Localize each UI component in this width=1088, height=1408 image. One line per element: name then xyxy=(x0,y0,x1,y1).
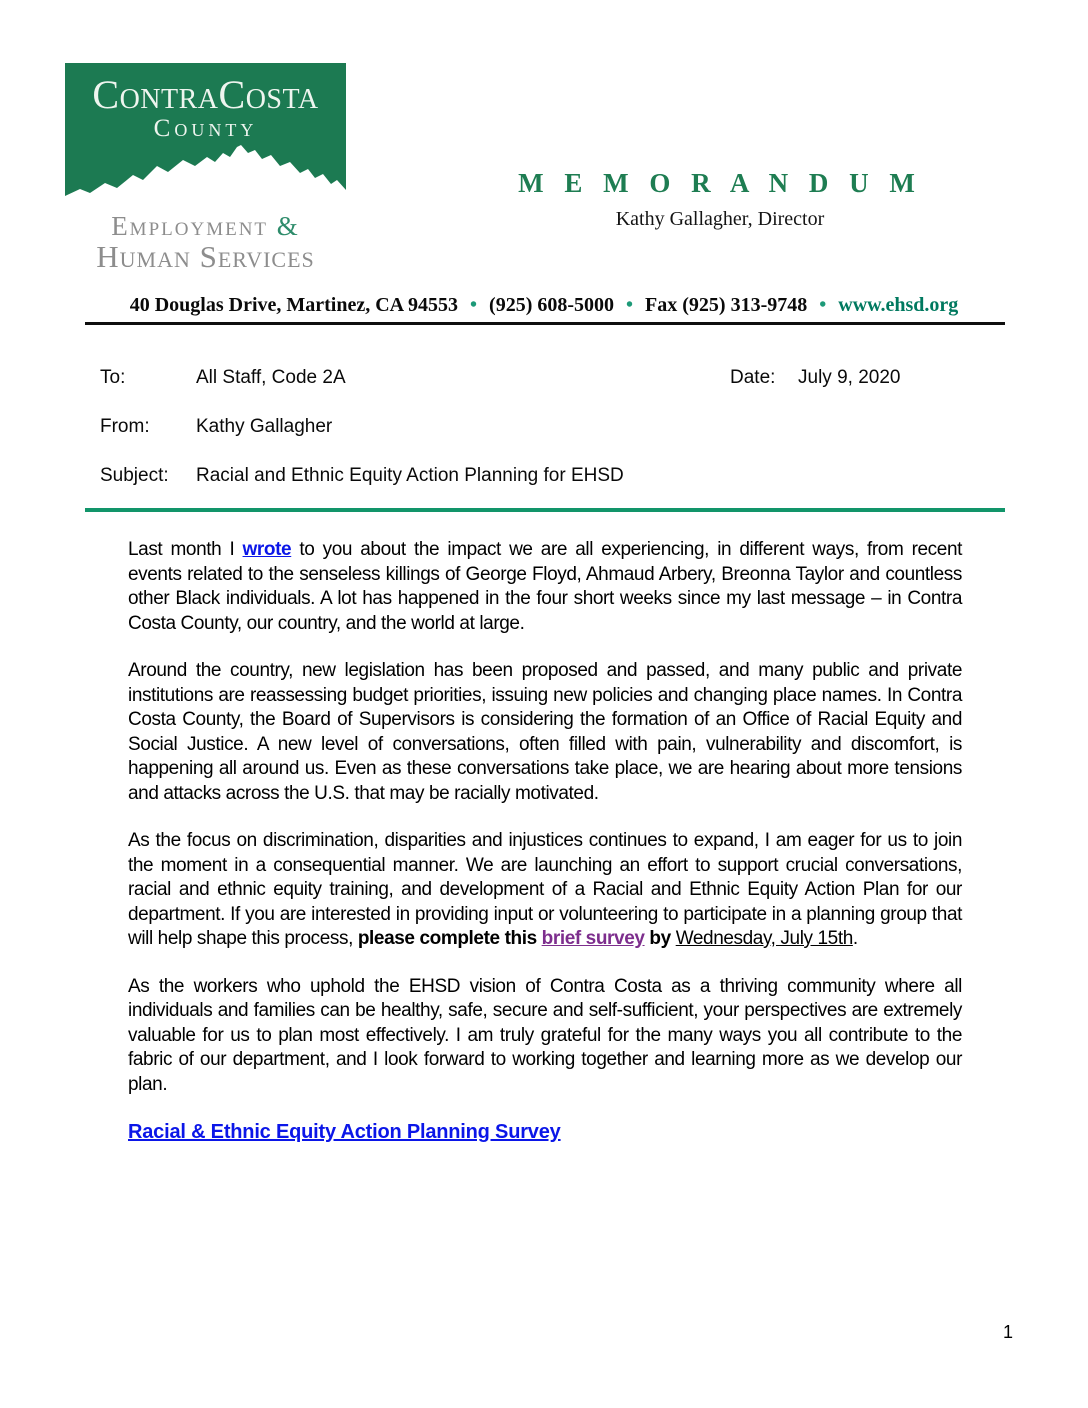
subject-divider xyxy=(85,508,1005,512)
memorandum-title: M E M O R A N D U M xyxy=(518,168,922,198)
equity-survey-link[interactable]: Racial & Ethnic Equity Action Planning Survey xyxy=(128,1121,561,1143)
p1-text-after: to you about the impact we are all experiencing, in different ways, from recent events related to the senseless killings of George Floyd, Ahmaud Arbery, Breonna Taylor and countless other Black individuals. A lot has happened in the four short weeks since my last message – in Contra Costa County, our country, and the world at large. xyxy=(128,539,962,634)
director-name: Kathy Gallagher, Director xyxy=(615,208,825,230)
p3-deadline-text: Wednesday, July 15th xyxy=(675,928,853,949)
to-label: To: xyxy=(100,367,126,388)
dept-word-employment: Employment xyxy=(111,211,277,241)
page-number: 1 xyxy=(1003,1322,1014,1342)
from-label: From: xyxy=(100,416,150,437)
to-value: All Staff, Code 2A xyxy=(196,367,346,388)
paragraph-2: Around the country, new legislation has been proposed and passed, and many public and private institutions are reassessing budget priorities, issuing new policies and changing place names. In Contra Costa County, the Board of Supervisors is considering the formation of an Office of Racial Equity and Social Justice. A new level of conversations, often filled with pain, vulnerability and discomfort, is happening all around us. Even as these conversations take place, we are hearing about more tensions and attacks across the U.S. that may be racially motivated. xyxy=(128,660,962,804)
p1-text-before: Last month I xyxy=(128,539,243,560)
p3-text-before: As the focus on discrimination, disparities and injustices continues to expand, I am eager for us to join the moment in a consequential manner. We are launching an effort to support crucial conversations, racial and ethnic equity training, and development of a Racial and Ethnic Equity Action Plan for our department. If you are interested in providing input or volunteering to participate in a planning group that will help shape this process, xyxy=(128,830,962,949)
p3-by-text: by xyxy=(644,928,676,949)
memo-fields xyxy=(100,368,1005,515)
p3-period: . xyxy=(852,928,858,949)
bullet-separator-icon: • xyxy=(626,294,634,316)
subject-row xyxy=(100,466,1005,486)
survey-link-line xyxy=(128,1120,962,1145)
paragraph-1 xyxy=(128,538,962,636)
letterhead-address xyxy=(0,294,1088,317)
logo-green-box xyxy=(65,63,346,208)
agency-logo xyxy=(65,63,346,272)
p3-bold-text: please complete this xyxy=(357,928,542,949)
memo-body xyxy=(128,538,962,1168)
logo-county-name: ContraCosta xyxy=(92,72,319,117)
letterhead-divider xyxy=(85,322,1005,325)
logo-county-word: County xyxy=(153,115,258,142)
street-address: 40 Douglas Drive, Martinez, CA 94553 xyxy=(129,294,459,316)
bullet-separator-icon: • xyxy=(470,294,478,316)
from-value: Kathy Gallagher xyxy=(196,416,333,437)
from-row xyxy=(100,417,1005,437)
bullet-separator-icon: • xyxy=(819,294,827,316)
website-link[interactable]: www.ehsd.org xyxy=(838,294,959,316)
wrote-link[interactable]: wrote xyxy=(242,539,292,560)
phone-number: (925) 608-5000 xyxy=(489,294,615,316)
paragraph-3 xyxy=(128,829,962,952)
paragraph-4: As the workers who uphold the EHSD vision of Contra Costa as a thriving community where all individuals and families can be healthy, safe, secure and self-sufficient, your perspectives are extremely valuable for us to plan most effectively. I am truly grateful for the many ways you all contribute to the fabric of our department, and I look forward to working together and learning more as we develop our plan. xyxy=(128,975,962,1095)
dept-word-human-services: Human Services xyxy=(96,238,315,274)
subject-value: Racial and Ethnic Equity Action Planning for EHSD xyxy=(196,465,624,486)
subject-label: Subject: xyxy=(100,465,169,486)
brief-survey-link[interactable]: brief survey xyxy=(541,928,645,949)
logo-department-name xyxy=(65,213,346,272)
fax-number: Fax (925) 313-9748 xyxy=(645,294,808,316)
date-value: July 9, 2020 xyxy=(798,367,901,388)
date-label: Date: xyxy=(730,367,776,388)
dept-ampersand: & xyxy=(276,211,300,241)
to-row xyxy=(100,368,1005,388)
memo-header xyxy=(470,168,970,231)
